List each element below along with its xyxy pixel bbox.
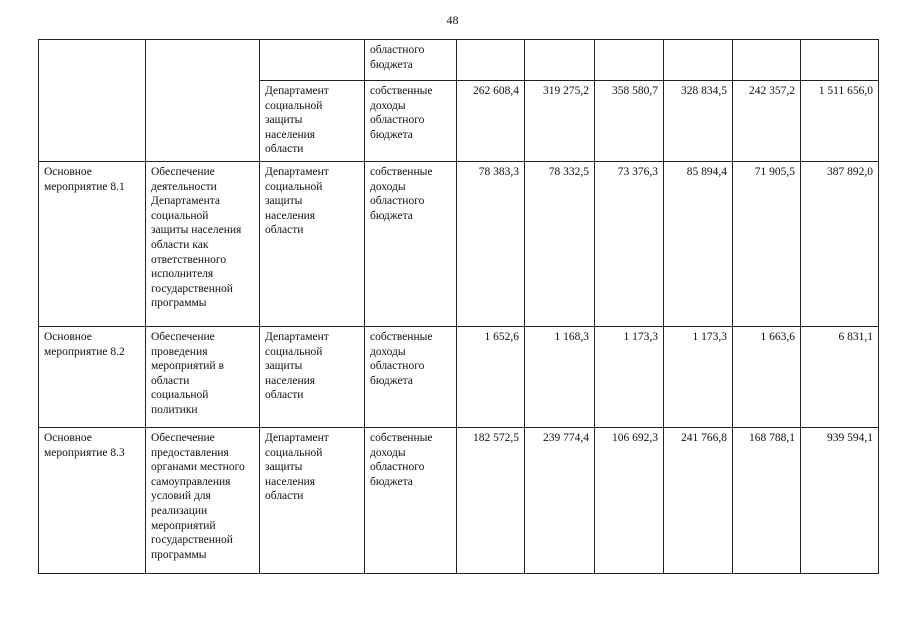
table-row-continuation xyxy=(39,40,879,81)
value-cell: 1 663,6 xyxy=(733,327,801,428)
activity-description-cell: Обеспечение предоставления органами местного самоуправления условий для реализации мероприятий государственной программы xyxy=(146,428,260,574)
description-cell-empty xyxy=(146,40,260,162)
value-cell: 328 834,5 xyxy=(664,81,733,162)
value-cell: 73 376,3 xyxy=(595,162,664,327)
value-cell: 939 594,1 xyxy=(801,428,879,574)
value-cell: 168 788,1 xyxy=(733,428,801,574)
value-cell-empty xyxy=(595,40,664,81)
executor-cell: Департамент социальной защиты населения области xyxy=(260,81,365,162)
value-cell-empty xyxy=(525,40,595,81)
value-cell: 1 511 656,0 xyxy=(801,81,879,162)
value-cell-empty xyxy=(733,40,801,81)
activity-description-cell: Обеспечение деятельности Департамента социальной защиты населения области как ответственного исполнителя государственной программы xyxy=(146,162,260,327)
table-row-activity-8-1 xyxy=(39,162,879,327)
executor-cell: Департамент социальной защиты населения области xyxy=(260,428,365,574)
executor-cell-empty xyxy=(260,40,365,81)
activity-name-cell: Основное мероприятие 8.3 xyxy=(39,428,146,574)
funding-source-cell: областного бюджета xyxy=(365,40,457,81)
table-row-activity-8-3 xyxy=(39,428,879,574)
funding-source-cell: собственные доходы областного бюджета xyxy=(365,327,457,428)
activity-name-cell: Основное мероприятие 8.1 xyxy=(39,162,146,327)
value-cell: 358 580,7 xyxy=(595,81,664,162)
value-cell-empty xyxy=(664,40,733,81)
value-cell: 106 692,3 xyxy=(595,428,664,574)
value-cell: 242 357,2 xyxy=(733,81,801,162)
value-cell-empty xyxy=(457,40,525,81)
funding-source-cell: собственные доходы областного бюджета xyxy=(365,162,457,327)
value-cell: 78 332,5 xyxy=(525,162,595,327)
value-cell-empty xyxy=(801,40,879,81)
activity-description-cell: Обеспечение проведения мероприятий в области социальной политики xyxy=(146,327,260,428)
value-cell: 387 892,0 xyxy=(801,162,879,327)
value-cell: 6 831,1 xyxy=(801,327,879,428)
table-row-activity-8-2 xyxy=(39,327,879,428)
value-cell: 1 168,3 xyxy=(525,327,595,428)
value-cell: 1 173,3 xyxy=(595,327,664,428)
activity-name-cell: Основное мероприятие 8.2 xyxy=(39,327,146,428)
executor-cell: Департамент социальной защиты населения области xyxy=(260,327,365,428)
value-cell: 78 383,3 xyxy=(457,162,525,327)
page-number: 48 xyxy=(446,13,459,27)
value-cell: 71 905,5 xyxy=(733,162,801,327)
value-cell: 182 572,5 xyxy=(457,428,525,574)
value-cell: 239 774,4 xyxy=(525,428,595,574)
value-cell: 319 275,2 xyxy=(525,81,595,162)
value-cell: 1 173,3 xyxy=(664,327,733,428)
value-cell: 85 894,4 xyxy=(664,162,733,327)
value-cell: 241 766,8 xyxy=(664,428,733,574)
executor-cell: Департамент социальной защиты населения области xyxy=(260,162,365,327)
activity-cell-empty xyxy=(39,40,146,162)
funding-source-cell: собственные доходы областного бюджета xyxy=(365,428,457,574)
value-cell: 262 608,4 xyxy=(457,81,525,162)
funding-source-cell: собственные доходы областного бюджета xyxy=(365,81,457,162)
budget-table xyxy=(38,39,879,574)
value-cell: 1 652,6 xyxy=(457,327,525,428)
